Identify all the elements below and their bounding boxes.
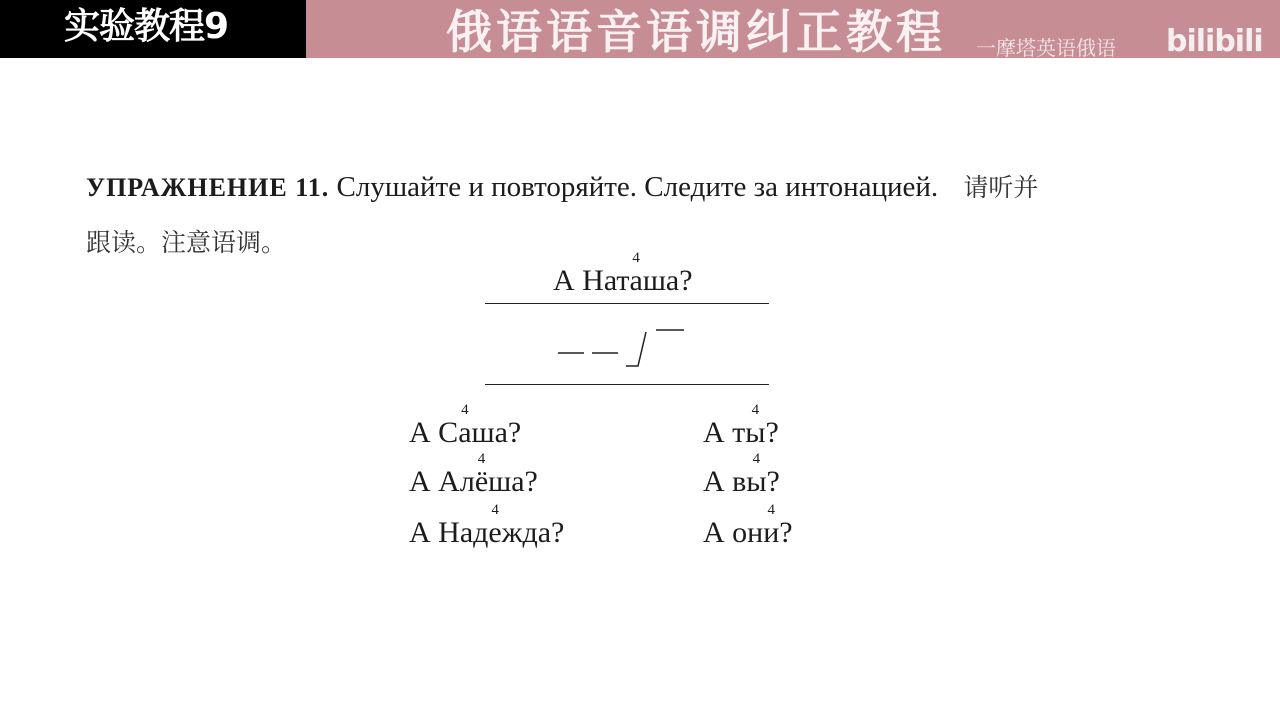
example-post: ша? — [642, 264, 693, 297]
phrase-pre: А Над — [409, 516, 489, 549]
phrase-post: ? — [766, 465, 780, 498]
course-title: 俄语语音语调纠正教程 — [446, 5, 946, 59]
phrase-pre: А С — [409, 416, 459, 449]
phrase-post: ша? — [471, 416, 522, 449]
title-band — [306, 0, 1280, 58]
phrase-pre: А т — [703, 416, 746, 449]
lesson-tag: 实验教程9 — [0, 0, 306, 58]
divider-bottom — [485, 384, 769, 385]
header-bar — [0, 0, 1280, 58]
phrase-stressed: 4 ы — [745, 416, 765, 449]
phrase-stressed: 4 ё — [475, 465, 488, 498]
phrase-pre: А Ал — [409, 465, 475, 498]
phrase-item — [409, 416, 521, 450]
phrase-item — [409, 465, 538, 499]
watermark-text: 一摩塔英语俄语 — [976, 36, 1116, 60]
phrase-stressed: 4 е — [488, 516, 501, 549]
phrase-item — [409, 516, 564, 550]
phrase-stressed: 4 и — [763, 516, 779, 549]
exercise-label: УПРАЖНЕНИЕ 11. — [86, 173, 330, 202]
example-stressed: 4 а — [629, 264, 642, 297]
phrase-stressed: 4 а — [458, 416, 471, 449]
phrase-post: ? — [765, 416, 779, 449]
phrase-item — [703, 416, 779, 450]
phrase-post: ша? — [488, 465, 538, 498]
example-pre: А Нат — [553, 264, 630, 297]
instruction-ru: Слушайте и повторяйте. Следите за интонацией. — [336, 171, 939, 203]
phrase-pre: А он — [703, 516, 764, 549]
example-phrase — [553, 264, 693, 298]
instruction-cn-1: 请听并 — [963, 173, 1039, 202]
phrase-post: ? — [779, 516, 793, 549]
phrase-post: жда? — [501, 516, 565, 549]
instruction-cn-2: 跟读。注意语调。 — [86, 228, 287, 257]
phrase-item — [703, 465, 780, 499]
phrase-pre: А в — [703, 465, 747, 498]
site-logo: bilibili — [1166, 24, 1263, 59]
divider-top — [485, 303, 769, 304]
phrase-stressed: 4 ы — [746, 465, 766, 498]
intonation-contour-diagram — [550, 318, 690, 373]
phrase-item — [703, 516, 793, 550]
